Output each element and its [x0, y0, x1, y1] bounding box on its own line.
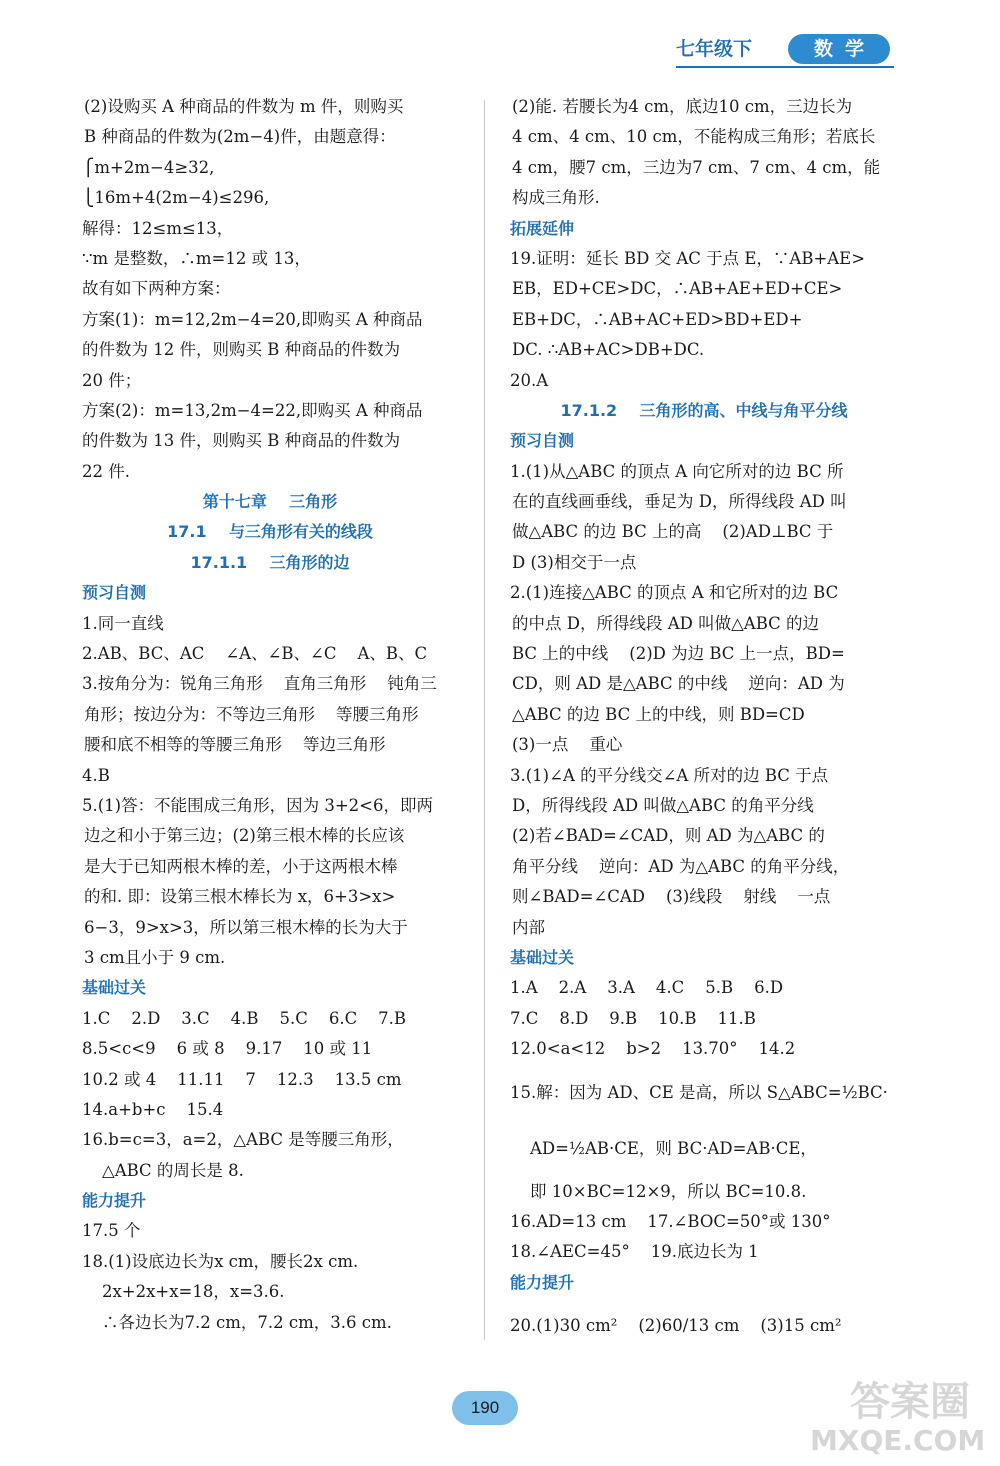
text-line: 12.0<a<12 b>2 13.70° 14.2 [510, 1039, 796, 1059]
header-rule [676, 66, 894, 68]
text-line: 3.按角分为：锐角三角形 直角三角形 钝角三 [82, 674, 437, 694]
text-line: 19.证明：延长 BD 交 AC 于点 E，∵AB+AE> [510, 248, 866, 268]
text-line: 1.同一直线 [82, 613, 164, 633]
text-line: 22 件. [82, 461, 130, 481]
text-line: 16.AD=13 cm 17.∠BOC=50°或 130° [510, 1211, 831, 1231]
text-line: 18.∠AEC=45° 19.底边长为 1 [510, 1242, 759, 1262]
text-line: D (3)相交于一点 [512, 552, 637, 572]
text-line: D，所得线段 AD 叫做△ABC 的角平分线 [512, 795, 814, 815]
text-line: 故有如下两种方案： [82, 279, 231, 299]
text-line: 即 10×BC=12×9，所以 BC=10.8. [530, 1181, 807, 1201]
text-line: 3.(1)∠A 的平分线交∠A 所对的边 BC 于点 [510, 765, 829, 785]
text-line: (2)设购买 A 种商品的件数为 m 件，则购买 [84, 97, 404, 116]
text-line: 4 cm，腰7 cm，三边为7 cm、7 cm、4 cm，能 [512, 157, 881, 177]
text-line: 的件数为 13 件，则购买 B 种商品的件数为 [82, 431, 401, 451]
text-line: 20.(1)30 cm² (2)60/13 cm (3)15 cm² [510, 1316, 842, 1336]
text-line: 7.C 8.D 9.B 10.B 11.B [510, 1008, 756, 1028]
text-line: ∵m 是整数，∴m=12 或 13， [82, 248, 311, 268]
text-line: 则∠BAD=∠CAD (3)线段 射线 一点 [512, 887, 831, 907]
text-line: 16.b=c=3，a=2，△ABC 是等腰三角形， [82, 1130, 404, 1150]
text-line: B 种商品的件数为(2m−4)件，由题意得： [84, 127, 396, 147]
text-line: 边之和小于第三边；(2)第三根木棒的长应该 [84, 826, 405, 846]
text-line: 做△ABC 的边 BC 上的高 (2)AD⊥BC 于 [512, 522, 834, 542]
text-line: 角平分线 逆向：AD 为△ABC 的角平分线， [512, 856, 850, 876]
text-line: 20 件； [82, 370, 142, 390]
text-line: 14.a+b+c 15.4 [82, 1099, 224, 1119]
grade-label: 七年级下 [676, 38, 753, 60]
section-heading: 基础过关 [82, 978, 147, 998]
text-line: 内部 [512, 917, 545, 937]
left-column [82, 92, 458, 1338]
page-number: 190 [452, 1391, 518, 1425]
text-line: 在的直线画垂线，垂足为 D，所得线段 AD 叫 [512, 492, 847, 512]
text-line: 的中点 D，所得线段 AD 叫做△ABC 的边 [512, 613, 820, 633]
text-line: 腰和底不相等的等腰三角形 等边三角形 [84, 735, 386, 755]
text-line: EB，ED+CE>DC，∴AB+AE+ED+CE> [512, 279, 843, 299]
text-line: BC 上的中线 (2)D 为边 BC 上一点，BD= [512, 644, 845, 664]
text-line: 2x+2x+x=18，x=3.6. [102, 1282, 285, 1302]
text-line: 的件数为 12 件，则购买 B 种商品的件数为 [82, 340, 401, 360]
section-heading: 预习自测 [510, 431, 575, 451]
text-line: ⎩16m+4(2m−4)≤296, [82, 188, 270, 208]
text-line: 的和. 即：设第三根木棒长为 x，6+3>x> [84, 887, 396, 907]
text-line: 1.C 2.D 3.C 4.B 5.C 6.C 7.B [82, 1008, 407, 1028]
text-line: ∴各边长为7.2 cm，7.2 cm，3.6 cm. [102, 1312, 392, 1332]
chapter-title: 17.1 与三角形有关的线段 [167, 522, 373, 542]
text-line: 17.5 个 [82, 1221, 141, 1241]
text-line: AD=½AB·CE，则 BC·AD=AB·CE， [530, 1138, 817, 1158]
text-line: 方案(1)：m=12,2m−4=20,即购买 A 种商品 [82, 309, 423, 329]
text-line: 方案(2)：m=13,2m−4=22,即购买 A 种商品 [82, 400, 423, 420]
subject-badge: 数学 [788, 34, 890, 64]
chapter-title: 第十七章 三角形 [202, 492, 338, 512]
text-line: 解得：12≤m≤13， [82, 218, 234, 238]
text-line: EB+DC，∴AB+AC+ED>BD+ED+ [512, 309, 803, 329]
text-line: 8.5<c<9 6 或 8 9.17 10 或 11 [82, 1039, 373, 1059]
watermark-text: 答案圈 [850, 1379, 970, 1425]
text-line: (3)一点 重心 [512, 735, 623, 755]
text-line: 20.A [510, 370, 549, 390]
text-line: 5.(1)答：不能围成三角形，因为 3+2<6，即两 [82, 795, 434, 815]
text-line: CD，则 AD 是△ABC 的中线 逆向：AD 为 [512, 674, 845, 694]
text-line: 构成三角形. [512, 188, 600, 208]
text-line: 3 cm且小于 9 cm. [84, 947, 226, 967]
section-heading: 能力提升 [510, 1272, 575, 1292]
text-line: 6−3，9>x>3，所以第三根木棒的长为大于 [84, 917, 408, 937]
column-divider [484, 100, 485, 1340]
chapter-title: 17.1.1 三角形的边 [190, 552, 350, 572]
text-line: 1.A 2.A 3.A 4.C 5.B 6.D [510, 978, 784, 998]
text-line: DC. ∴AB+AC>DB+DC. [512, 340, 705, 360]
text-line: 2.(1)连接△ABC 的顶点 A 和它所对的边 BC [510, 583, 839, 603]
text-line: 角形；按边分为：不等边三角形 等腰三角形 [84, 704, 419, 724]
right-column [510, 92, 898, 1354]
text-line: (2)能. 若腰长为4 cm，底边10 cm，三边长为 [512, 97, 853, 116]
chapter-title: 17.1.2 三角形的高、中线与角平分线 [560, 400, 848, 420]
text-line: 2.AB、BC、AC ∠A、∠B、∠C A、B、C [82, 644, 428, 664]
section-heading: 拓展延伸 [510, 218, 575, 238]
text-line: 10.2 或 4 11.11 7 12.3 13.5 cm [82, 1069, 402, 1089]
section-heading: 能力提升 [82, 1191, 147, 1211]
text-line: ⎧m+2m−4≥32, [82, 157, 215, 177]
section-heading: 基础过关 [510, 947, 575, 967]
text-line: 4 cm、4 cm、10 cm，不能构成三角形；若底长 [512, 127, 876, 147]
text-line: △ABC 的边 BC 上的中线，则 BD=CD [512, 704, 805, 724]
text-line: 4.B [82, 765, 110, 785]
text-line: 1.(1)从△ABC 的顶点 A 向它所对的边 BC 所 [510, 461, 844, 481]
section-heading: 预习自测 [82, 583, 147, 603]
text-line: 15.解：因为 AD、CE 是高，所以 S△ABC=½BC· [510, 1082, 888, 1102]
text-line: △ABC 的周长是 8. [102, 1160, 244, 1180]
watermark-url: MXQE.COM [810, 1424, 986, 1457]
text-line: 是大于已知两根木棒的差，小于这两根木棒 [84, 856, 398, 876]
text-line: 18.(1)设底边长为x cm，腰长2x cm. [82, 1251, 359, 1271]
text-line: (2)若∠BAD=∠CAD，则 AD 为△ABC 的 [512, 826, 825, 846]
